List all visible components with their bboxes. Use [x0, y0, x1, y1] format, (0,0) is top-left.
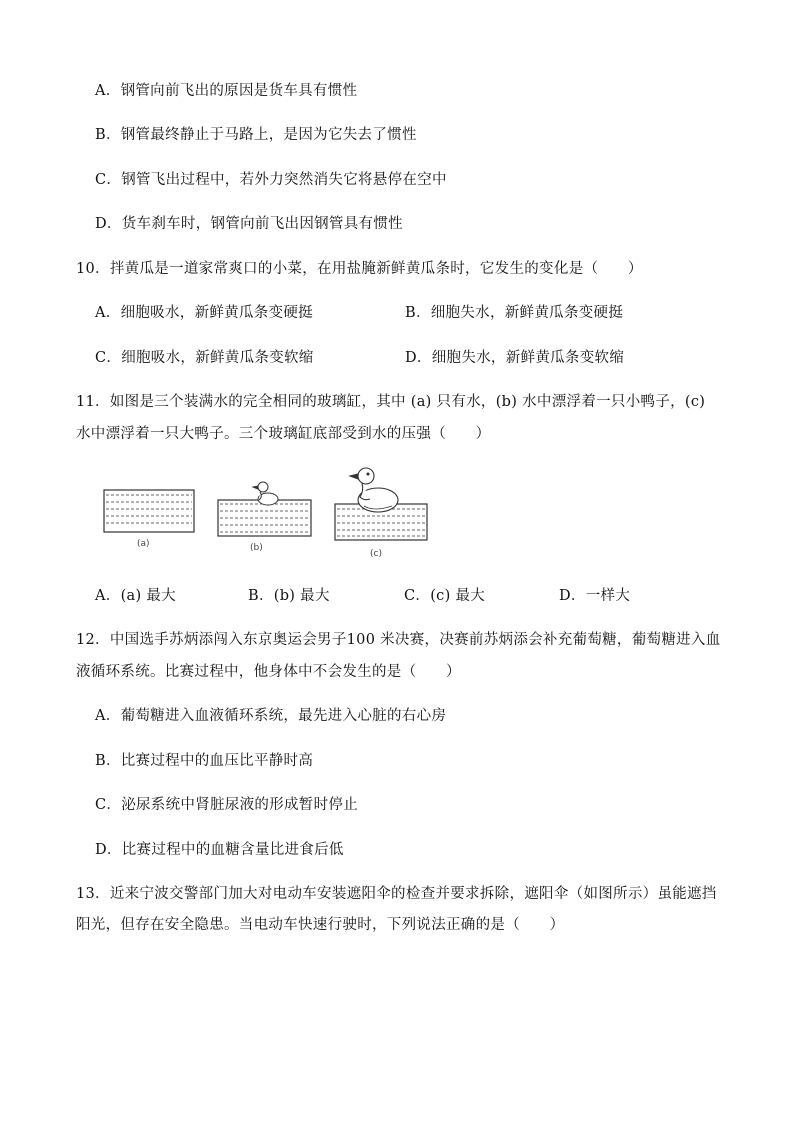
q11-stem-line-2: 水中漂浮着一只大鸭子。三个玻璃缸底部受到水的压强（ ） — [76, 426, 491, 442]
tank-b — [218, 500, 311, 536]
q9-option-b: B．钢管最终静止于马路上，是因为它失去了惯性 — [95, 127, 417, 143]
label-c: (c) — [370, 549, 382, 559]
q12-stem-line-1: 12．中国选手苏炳添闯入东京奥运会男子100 米决赛，决赛前苏炳添会补充葡萄糖，葡萄糖进入血 — [76, 632, 721, 648]
small-duck-icon — [253, 482, 278, 505]
tank-a — [104, 490, 194, 532]
q11-stem-line-1: 11．如图是三个装满水的完全相同的玻璃缸，其中 (a) 只有水，(b) 水中漂浮着一只小鸭子，(c) — [76, 394, 706, 410]
q11-option-c: C．(c) 最大 — [404, 588, 486, 604]
q11-option-b: B．(b) 最大 — [248, 588, 330, 604]
label-a: (a) — [137, 539, 150, 549]
q12-option-b: B．比赛过程中的血压比平静时高 — [95, 753, 314, 769]
q9-option-d: D．货车刹车时，钢管向前飞出因钢管具有惯性 — [95, 216, 403, 232]
q11-option-d: D．一样大 — [559, 588, 631, 604]
q10-option-a: A．细胞吸水，新鲜黄瓜条变硬挺 — [95, 305, 313, 321]
q13-stem-line-1: 13．近来宁波交警部门加大对电动车安装遮阳伞的检查并要求拆除，遮阳伞（如图所示）虽能遮挡 — [76, 886, 717, 902]
q10-option-d: D．细胞失水，新鲜黄瓜条变软缩 — [405, 350, 625, 366]
label-b: (b) — [250, 543, 263, 553]
q12-stem-line-2: 液循环系统。比赛过程中，他身体中不会发生的是（ ） — [76, 664, 461, 680]
q12-option-a: A．葡萄糖进入血液循环系统，最先进入心脏的右心房 — [95, 708, 447, 724]
q13-stem-line-2: 阳光，但存在安全隐患。当电动车快速行驶时，下列说法正确的是（ ） — [76, 917, 565, 933]
q9-option-a: A．钢管向前飞出的原因是货车具有惯性 — [95, 83, 358, 99]
q10-option-c: C．细胞吸水，新鲜黄瓜条变软缩 — [95, 350, 314, 366]
q12-option-c: C．泌尿系统中肾脏尿液的形成暂时停止 — [95, 797, 358, 813]
q12-option-d: D．比赛过程中的血糖含量比进食后低 — [95, 842, 344, 858]
large-duck-icon — [350, 468, 398, 512]
q11-option-a: A．(a) 最大 — [95, 588, 176, 604]
q11-tanks-figure — [100, 462, 440, 572]
q10-stem: 10．拌黄瓜是一道家常爽口的小菜，在用盐腌新鲜黄瓜条时，它发生的变化是（ ） — [76, 261, 643, 277]
q10-option-b: B．细胞失水，新鲜黄瓜条变硬挺 — [405, 305, 624, 321]
q9-option-c: C．钢管飞出过程中，若外力突然消失它将悬停在空中 — [95, 172, 447, 188]
